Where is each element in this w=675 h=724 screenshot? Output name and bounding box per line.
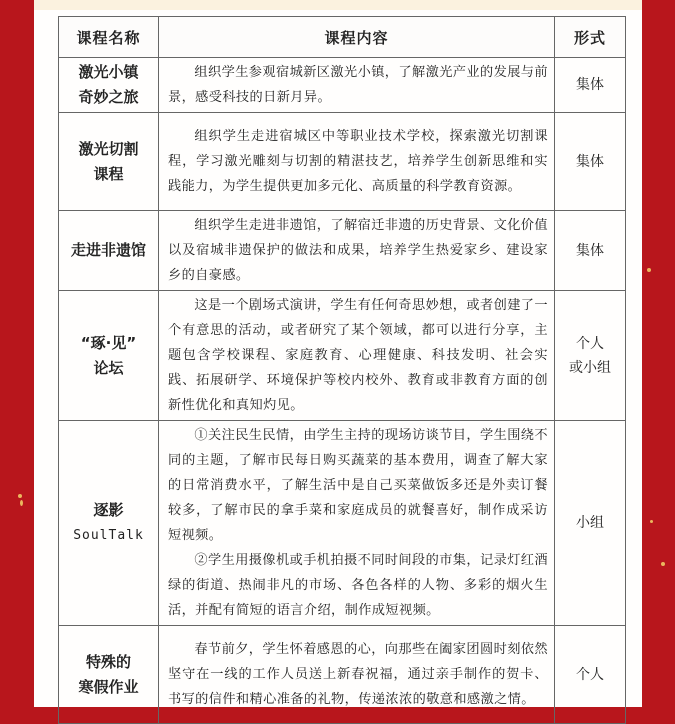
course-name-line: 逐影 xyxy=(93,501,124,519)
content-paragraph: ①关注民生民情，由学生主持的现场访谈节目，学生围绕不同的主题，了解市民每日购买蔬菜的基本费用，调查了解大家的日常消费水平，了解生活中是自己买菜做饭多还是外卖订餐较多，了解市民的拿手菜和家庭成员的就餐喜好，制作成采访短视频。 xyxy=(168,428,548,543)
course-content xyxy=(159,211,555,291)
course-form-line: 或小组 xyxy=(569,359,611,376)
course-content xyxy=(159,291,555,421)
course-name xyxy=(59,58,159,113)
course-name xyxy=(59,291,159,421)
course-name-line: 奇妙之旅 xyxy=(78,88,139,106)
course-content xyxy=(159,626,555,724)
course-table xyxy=(58,16,626,724)
course-name-line: 寒假作业 xyxy=(78,677,139,696)
content-paragraph: 组织学生走进宿城区中等职业技术学校，探索激光切割课程，学习激光雕刻与切割的精湛技艺，培养学生创新思维和实践能力，为学生提供更加多元化、高质量的科学教育资源。 xyxy=(168,129,548,194)
course-name-line: 激光小镇 xyxy=(78,63,139,81)
table-header-row xyxy=(59,17,626,58)
course-name xyxy=(59,113,159,211)
table-row xyxy=(59,211,626,291)
course-name-line: 走进非遗馆 xyxy=(70,241,146,259)
header-course-content: 课程内容 xyxy=(159,17,555,58)
course-name-line: 特殊的 xyxy=(85,652,131,671)
course-form xyxy=(555,421,626,626)
document-page xyxy=(34,0,642,707)
course-name xyxy=(59,626,159,724)
course-form-line: 集体 xyxy=(576,77,604,93)
course-form xyxy=(555,113,626,211)
content-paragraph: 组织学生参观宿城新区激光小镇，了解激光产业的发展与前景，感受科技的日新月异。 xyxy=(168,65,548,105)
course-form xyxy=(555,58,626,113)
course-content xyxy=(159,113,555,211)
header-course-form: 形式 xyxy=(555,17,626,58)
content-paragraph: 这是一个剧场式演讲，学生有任何奇思妙想，或者创建了一个有意思的活动，或者研究了某个领域，都可以进行分享，主题包含学校课程、家庭教育、心理健康、科技发明、社会实践、拓展研学、环境保护等校内校外、教育或非教育方面的创新性优化和真知灼见。 xyxy=(168,298,548,413)
course-form-line: 集体 xyxy=(576,242,604,259)
content-paragraph: 组织学生走进非遗馆，了解宿迁非遗的历史背景、文化价值以及宿城非遗保护的做法和成果，培养学生热爱家乡、建设家乡的自豪感。 xyxy=(168,218,548,283)
course-form-line: 个人 xyxy=(576,666,604,683)
table-row xyxy=(59,626,626,724)
course-name-line: 课程 xyxy=(93,164,124,183)
gold-sparkle xyxy=(650,520,653,523)
content-paragraph: ②学生用摄像机或手机拍摄不同时间段的市集，记录灯红酒绿的街道、热闹非凡的市场、各色各样的人物、多彩的烟火生活，并配有简短的语言介绍，制作成短视频。 xyxy=(168,553,548,618)
table-row xyxy=(59,113,626,211)
table-row xyxy=(59,58,626,113)
course-form xyxy=(555,626,626,724)
course-form-line: 小组 xyxy=(576,515,604,531)
course-content xyxy=(159,421,555,626)
course-content xyxy=(159,58,555,113)
table-row xyxy=(59,291,626,421)
course-form-line: 个人 xyxy=(576,335,604,352)
course-name-line: SoulTalk xyxy=(73,528,144,543)
course-name xyxy=(59,211,159,291)
course-name xyxy=(59,421,159,626)
course-name-line: 论坛 xyxy=(93,358,124,377)
course-form xyxy=(555,291,626,421)
gold-sparkle xyxy=(647,268,651,272)
table-row xyxy=(59,421,626,626)
course-name-line: “琢·见” xyxy=(80,333,137,352)
gold-sparkle xyxy=(661,562,665,566)
course-form xyxy=(555,211,626,291)
header-course-name: 课程名称 xyxy=(59,17,159,58)
page-top-band xyxy=(34,0,642,10)
course-form-line: 集体 xyxy=(576,153,604,170)
gold-sparkle xyxy=(20,500,23,506)
course-name-line: 激光切割 xyxy=(78,139,139,158)
content-paragraph: 春节前夕，学生怀着感恩的心，向那些在阖家团圆时刻依然坚守在一线的工作人员送上新春祝福，通过亲手制作的贺卡、书写的信件和精心准备的礼物，传递浓浓的敬意和感激之情。 xyxy=(168,642,548,707)
gold-sparkle xyxy=(18,494,22,498)
